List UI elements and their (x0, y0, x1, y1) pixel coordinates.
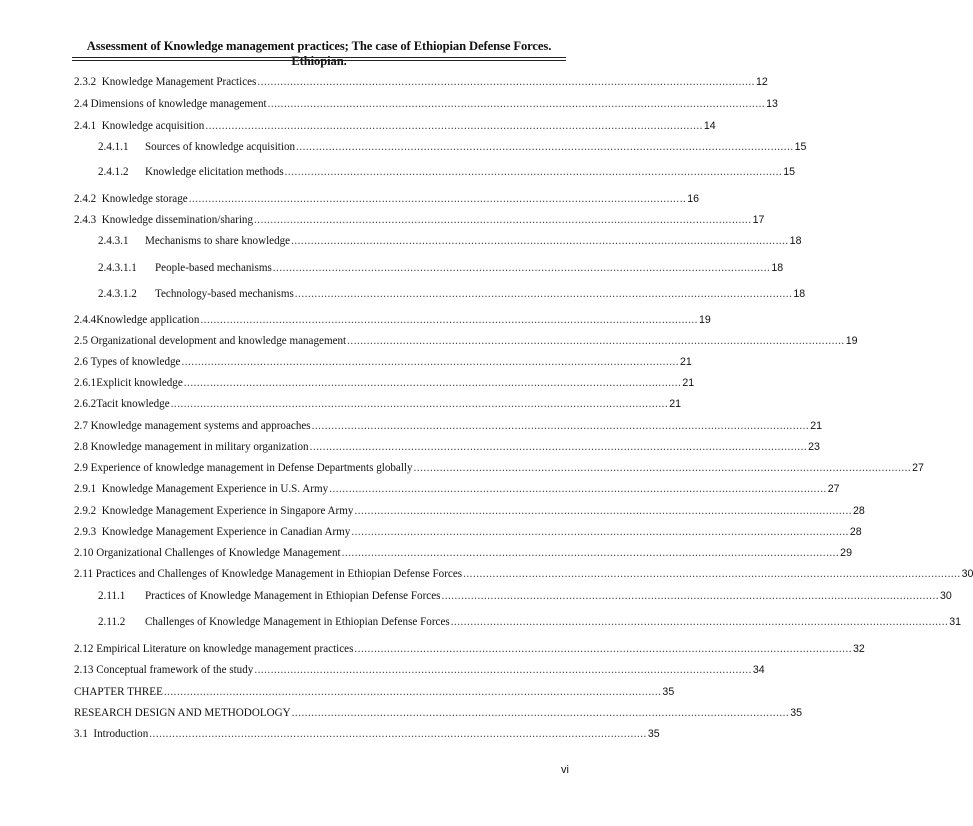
toc-entry-page: 29 (840, 547, 852, 559)
dot-leader: ........................................................................................................................................................ (254, 664, 752, 676)
toc-entry-page: 35 (790, 707, 802, 719)
toc-entry-title: Knowledge management in military organization (90, 441, 309, 453)
toc-entry-number: 2.6 (74, 356, 88, 368)
toc-entry-page: 21 (810, 420, 822, 432)
toc-entry[interactable] (74, 545, 852, 561)
toc-entry[interactable] (74, 191, 700, 207)
toc-entry[interactable] (74, 354, 692, 370)
toc-entry-number: 2.11.2 (98, 616, 126, 628)
toc-entry-number: 2.4.3.1.2 (98, 288, 137, 300)
dot-leader: ........................................................................................................................................................ (309, 441, 808, 453)
toc-entry-page: 12 (755, 76, 768, 88)
toc-entry[interactable] (74, 418, 822, 434)
toc-entry-title: Types of knowledge (90, 356, 181, 368)
toc-entry-page: 18 (793, 288, 806, 300)
toc-entry-page: 18 (789, 235, 802, 247)
toc-entry-page: 16 (687, 193, 700, 205)
toc-entry-page: 19 (698, 314, 711, 326)
toc-entry-title: Knowledge Management Experience in Canadian Army (101, 526, 351, 538)
toc-entry-title: CHAPTER THREE (74, 686, 163, 698)
toc-entry-number: 2.4.1 (74, 120, 97, 132)
toc-entry-title: Knowledge dissemination/sharing (101, 214, 254, 226)
toc-entry-title: Knowledge Management Experience in U.S. Army (101, 483, 329, 495)
toc-entry-page: 13 (766, 98, 778, 110)
dot-leader: ........................................................................................................................................................ (254, 214, 752, 226)
toc-entry-title: Challenges of Knowledge Management in Ethiopian Defense Forces (145, 616, 450, 628)
toc-entry-page: 35 (662, 686, 675, 698)
toc-entry[interactable] (74, 96, 778, 112)
toc-entry-title: Practices and Challenges of Knowledge Management in Ethiopian Defense Forces (95, 568, 463, 580)
toc-entry-number: 2.4 (74, 98, 88, 110)
toc-entry[interactable] (74, 74, 768, 90)
toc-entry[interactable] (74, 566, 973, 582)
toc-entry-number: 2.10 (74, 547, 94, 559)
dot-leader: ........................................................................................................................................................ (347, 335, 845, 347)
toc-entry-number: 2.7 (74, 420, 88, 432)
toc-entry-page: 35 (647, 728, 660, 740)
toc-entry[interactable] (74, 524, 862, 540)
toc-entry-title: Knowledge Management Experience in Singapore Army (101, 505, 354, 517)
dot-leader: ........................................................................................................................................................ (170, 398, 669, 410)
toc-entry-title: People-based mechanisms (155, 262, 272, 274)
toc-entry-page: 34 (752, 664, 765, 676)
toc-entry-page: 23 (808, 441, 820, 453)
toc-entry[interactable] (74, 460, 924, 476)
toc-entry-page: 30 (961, 568, 973, 580)
dot-leader: ........................................................................................................................................................ (341, 547, 840, 559)
toc-entry-page: 28 (849, 526, 862, 538)
toc-entry-title: Knowledge storage (101, 193, 188, 205)
toc-entry-number: 2.5 (74, 335, 88, 347)
toc-entry-number: 2.11.1 (98, 590, 126, 602)
toc-entry-page: 32 (852, 643, 865, 655)
toc-entry-page: 21 (669, 398, 682, 410)
toc-entry-number: 3.1 (74, 728, 88, 740)
toc-entry-number: 2.8 (74, 441, 88, 453)
toc-entry[interactable] (74, 118, 716, 134)
toc-entry[interactable] (74, 312, 711, 328)
toc-entry-title: Knowledge application (96, 314, 200, 326)
toc-entry-number: 2.4.4 (74, 314, 97, 326)
toc-entry-number: 2.11 (74, 568, 94, 580)
dot-leader: ........................................................................................................................................................ (463, 568, 961, 580)
toc-entry-number: 2.4.1.2 (98, 166, 129, 178)
toc-entry-number: 2.4.3.1 (98, 235, 129, 247)
dot-leader: ........................................................................................................................................................ (291, 235, 789, 247)
toc-entry[interactable] (98, 286, 806, 302)
toc-entry[interactable] (74, 481, 840, 497)
toc-entry[interactable] (74, 705, 802, 721)
dot-leader: ........................................................................................................................................................ (354, 505, 852, 517)
running-header: Assessment of Knowledge management practices; The case of Ethiopian Defense Forces. Ethiopian. (86, 39, 552, 68)
toc-entry[interactable] (74, 212, 765, 228)
dot-leader: ........................................................................................................................................................ (413, 462, 912, 474)
toc-entry-title: Experience of knowledge management in Defense Departments globally (90, 462, 413, 474)
toc-entry-title: Empirical Literature on knowledge management practices (96, 643, 354, 655)
toc-entry[interactable] (98, 614, 962, 630)
toc-entry-title: Knowledge acquisition (101, 120, 205, 132)
toc-entry-page: 19 (845, 335, 858, 347)
dot-leader: ........................................................................................................................................................ (441, 590, 939, 602)
toc-entry-title: Dimensions of knowledge management (90, 98, 267, 110)
toc-entry[interactable] (74, 662, 765, 678)
dot-leader: ........................................................................................................................................................ (257, 76, 755, 88)
toc-entry-title: Knowledge Management Practices (101, 76, 257, 88)
dot-leader: ........................................................................................................................................................ (284, 166, 783, 178)
dot-leader: ........................................................................................................................................................ (149, 728, 647, 740)
toc-entry-number: 2.4.3 (74, 214, 97, 226)
toc-entry-page: 14 (703, 120, 716, 132)
toc-entry-number: 2.6.1 (74, 377, 97, 389)
toc-entry-page: 21 (682, 377, 695, 389)
toc-entry-title: Organizational Challenges of Knowledge Management (96, 547, 341, 559)
toc-entry[interactable] (98, 139, 807, 155)
toc-entry-title: Organizational development and knowledge management (90, 335, 347, 347)
dot-leader: ........................................................................................................................................................ (351, 526, 849, 538)
toc-entry[interactable] (74, 503, 865, 519)
toc-entry-title: Sources of knowledge acquisition (145, 141, 296, 153)
dot-leader: ........................................................................................................................................................ (205, 120, 703, 132)
dot-leader: ........................................................................................................................................................ (200, 314, 698, 326)
toc-entry-title: Technology-based mechanisms (155, 288, 294, 300)
toc-entry-title: Practices of Knowledge Management in Ethiopian Defense Forces (145, 590, 441, 602)
toc-entry-title: Conceptual framework of the study (96, 664, 254, 676)
toc-entry-number: 2.6.2 (74, 398, 97, 410)
toc-entry-page: 15 (794, 141, 807, 153)
toc-entry-title: Tacit knowledge (96, 398, 170, 410)
dot-leader: ........................................................................................................................................................ (267, 98, 766, 110)
dot-leader: ........................................................................................................................................................ (329, 483, 827, 495)
toc-entry-number: 2.9.2 (74, 505, 97, 517)
toc-entry-number: 2.12 (74, 643, 94, 655)
toc-entry[interactable] (74, 396, 682, 412)
toc-entry[interactable] (98, 233, 802, 249)
toc-entry-page: 31 (949, 616, 962, 628)
toc-entry[interactable] (74, 375, 695, 391)
toc-entry[interactable] (74, 333, 858, 349)
toc-entry-number: 2.9 (74, 462, 88, 474)
toc-entry-title: Knowledge elicitation methods (145, 166, 284, 178)
toc-entry-page: 27 (827, 483, 840, 495)
toc-entry-page: 30 (940, 590, 952, 602)
toc-entry-number: 2.9.3 (74, 526, 97, 538)
toc-entry[interactable] (74, 684, 675, 700)
toc-entry-page: 18 (771, 262, 784, 274)
toc-entry-page: 27 (912, 462, 924, 474)
toc-entry-page: 17 (752, 214, 765, 226)
dot-leader: ........................................................................................................................................................ (296, 141, 794, 153)
toc-entry-number: 2.4.1.1 (98, 141, 129, 153)
toc-entry-number: 2.3.2 (74, 76, 97, 88)
toc-entry[interactable] (74, 726, 660, 742)
toc-entry-page: 21 (680, 356, 692, 368)
toc-entry-title: RESEARCH DESIGN AND METHODOLOGY (74, 707, 291, 719)
toc-entry-number: 2.4.2 (74, 193, 97, 205)
toc-entry[interactable] (98, 260, 784, 276)
toc-entry-number: 2.4.3.1.1 (98, 262, 137, 274)
toc-entry[interactable] (98, 164, 795, 180)
toc-entry[interactable] (74, 439, 820, 455)
toc-entry-title: Knowledge management systems and approaches (90, 420, 311, 432)
toc-entry-title: Mechanisms to share knowledge (145, 235, 291, 247)
toc-entry-title: Introduction (93, 728, 149, 740)
dot-leader: ........................................................................................................................................................ (354, 643, 852, 655)
toc-entry-title: Explicit knowledge (96, 377, 183, 389)
toc-entry-page: 28 (853, 505, 865, 517)
dot-leader: ........................................................................................................................................................ (272, 262, 771, 274)
toc-entry[interactable] (98, 588, 952, 604)
dot-leader: ........................................................................................................................................................ (183, 377, 682, 389)
dot-leader: ........................................................................................................................................................ (294, 288, 793, 300)
dot-leader: ........................................................................................................................................................ (163, 686, 662, 698)
toc-entry-number: 2.13 (74, 664, 94, 676)
dot-leader: ........................................................................................................................................................ (188, 193, 687, 205)
dot-leader: ........................................................................................................................................................ (311, 420, 810, 432)
toc-entry[interactable] (74, 641, 865, 657)
dot-leader: ........................................................................................................................................................ (291, 707, 790, 719)
dot-leader: ........................................................................................................................................................ (450, 616, 949, 628)
toc-entry-page: 15 (783, 166, 795, 178)
toc-entry-number: 2.9.1 (74, 483, 97, 495)
dot-leader: ........................................................................................................................................................ (181, 356, 680, 368)
page-number: vi (561, 764, 569, 776)
